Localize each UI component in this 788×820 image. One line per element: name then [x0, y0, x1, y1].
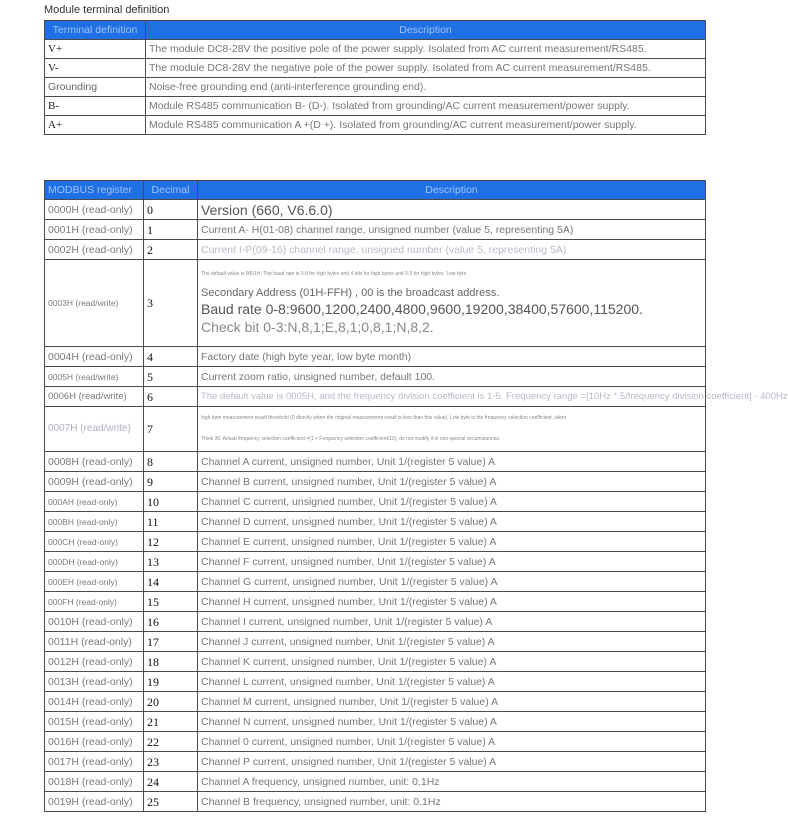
description-cell: Channel H current, unsigned number, Unit 1/(register 5 value) A [198, 592, 706, 612]
register-cell: 0006H (read/write) [45, 387, 144, 407]
register-cell: 0002H (read-only) [45, 240, 144, 260]
register-cell: 0016H (read-only) [45, 732, 144, 752]
decimal-cell: 2 [144, 240, 198, 260]
decimal-cell: 22 [144, 732, 198, 752]
terminal-cell: Grounding [45, 78, 146, 97]
table-row [45, 792, 706, 812]
register-cell: 000FH (read-only) [45, 592, 144, 612]
table-row [45, 40, 706, 59]
terminal-cell: A+ [45, 116, 146, 135]
table-row [45, 78, 706, 97]
table-row [45, 592, 706, 612]
decimal-cell: 1 [144, 220, 198, 240]
decimal-cell: 21 [144, 712, 198, 732]
terminal-definition-table [44, 20, 706, 135]
decimal-cell: 8 [144, 452, 198, 472]
description-cell: Noise-free grounding end (anti-interference grounding end). [146, 78, 706, 97]
table-row [45, 672, 706, 692]
description-cell: Channel F current, unsigned number, Unit 1/(register 5 value) A [198, 552, 706, 572]
decimal-cell: 19 [144, 672, 198, 692]
description-cell: Channel G current, unsigned number, Unit 1/(register 5 value) A [198, 572, 706, 592]
register-cell: 0013H (read-only) [45, 672, 144, 692]
decimal-cell: 15 [144, 592, 198, 612]
description-cell: Channel E current, unsigned number, Unit 1/(register 5 value) A [198, 532, 706, 552]
table-row [45, 772, 706, 792]
table-row [45, 116, 706, 135]
decimal-cell: 23 [144, 752, 198, 772]
register-cell: 0003H (read/write) [45, 260, 144, 347]
register-cell: 0014H (read-only) [45, 692, 144, 712]
table-row [45, 97, 706, 116]
decimal-cell: 7 [144, 407, 198, 452]
table-row [45, 452, 706, 472]
description-line: Think 30. Actual frequency selection coefficient =(1 + Frequency selection coefficient/10), do not modify it in non-special circumstances. [201, 436, 501, 442]
description-cell: Channel L current, unsigned number, Unit 1/(register 5 value) A [198, 672, 706, 692]
decimal-cell: 9 [144, 472, 198, 492]
decimal-cell: 14 [144, 572, 198, 592]
register-cell: 0007H (read/write) [45, 407, 144, 452]
register-cell: 0011H (read-only) [45, 632, 144, 652]
description-cell: Channel A current, unsigned number, Unit 1/(register 5 value) A [198, 452, 706, 472]
decimal-cell: 17 [144, 632, 198, 652]
table-row [45, 752, 706, 772]
table-row [45, 240, 706, 260]
description-cell: Channel N current, unsigned number, Unit 1/(register 5 value) A [198, 712, 706, 732]
table-header-row [45, 181, 706, 200]
decimal-cell: 12 [144, 532, 198, 552]
register-header: MODBUS register [45, 181, 144, 200]
terminal-cell: V+ [45, 40, 146, 59]
register-cell: 0001H (read-only) [45, 220, 144, 240]
decimal-cell: 11 [144, 512, 198, 532]
description-cell: Current I-P(09-16) channel range, unsigned number (value 5, representing 5A) [198, 240, 706, 260]
table-row [45, 612, 706, 632]
description-header: Description [198, 181, 706, 200]
description-cell [198, 407, 706, 452]
description-line: Baud rate 0-8:9600,1200,2400,4800,9600,19200,38400,57600,115200. [201, 300, 643, 317]
terminal-cell: B- [45, 97, 146, 116]
register-cell: 0008H (read-only) [45, 452, 144, 472]
description-header: Description [146, 21, 706, 40]
table-row [45, 387, 706, 407]
table-row [45, 220, 706, 240]
register-cell: 0005H (read/write) [45, 367, 144, 387]
description-cell: Channel B frequency, unsigned number, unit: 0.1Hz [198, 792, 706, 812]
decimal-cell: 24 [144, 772, 198, 792]
description-cell: Module RS485 communication A +(D +). Isolated from grounding/AC current measurement/power supply. [146, 116, 706, 135]
description-line: high byte measurement result threshold (0 directly when the original measurement result is less than this value). Low byte is the frequency selection coefficient, silent [201, 415, 567, 421]
table-row [45, 472, 706, 492]
table-row [45, 492, 706, 512]
register-cell: 000CH (read-only) [45, 532, 144, 552]
table-row [45, 260, 706, 347]
table-row [45, 692, 706, 712]
description-cell: Version (660, V6.6.0) [198, 200, 706, 220]
decimal-cell: 25 [144, 792, 198, 812]
register-cell: 0015H (read-only) [45, 712, 144, 732]
description-cell: Channel A frequency, unsigned number, unit: 0.1Hz [198, 772, 706, 792]
modbus-register-table [44, 180, 788, 812]
table-row [45, 732, 706, 752]
description-line: Check bit 0-3:N,8,1;E,8,1;0,8,1;N,8,2. [201, 318, 434, 335]
decimal-cell: 5 [144, 367, 198, 387]
table-row [45, 59, 706, 78]
page-caption: Module terminal definition [44, 4, 170, 16]
register-cell: 0017H (read-only) [45, 752, 144, 772]
register-cell: 0000H (read-only) [45, 200, 144, 220]
register-cell: 000AH (read-only) [45, 492, 144, 512]
description-cell: Channel I current, unsigned number, Unit 1/(register 5 value) A [198, 612, 706, 632]
table-header-row [45, 21, 706, 40]
table-row [45, 632, 706, 652]
decimal-header: Decimal [144, 181, 198, 200]
register-cell: 000EH (read-only) [45, 572, 144, 592]
decimal-cell: 3 [144, 260, 198, 347]
description-cell: Channel P current, unsigned number, Unit 1/(register 5 value) A [198, 752, 706, 772]
table-row [45, 712, 706, 732]
table-row [45, 512, 706, 532]
description-cell: Module RS485 communication B- (D-). Isolated from grounding/AC current measurement/power supply. [146, 97, 706, 116]
terminal-header: Terminal definition [45, 21, 146, 40]
description-cell: Current zoom ratio, unsigned number, default 100. [198, 367, 706, 387]
description-cell: Current A- H(01-08) channel range, unsigned number (value 5, representing 5A) [198, 220, 706, 240]
table-row [45, 407, 706, 452]
register-cell: 0018H (read-only) [45, 772, 144, 792]
description-cell: Channel J current, unsigned number, Unit 1/(register 5 value) A [198, 632, 706, 652]
terminal-cell: V- [45, 59, 146, 78]
decimal-cell: 4 [144, 347, 198, 367]
description-cell: Channel C current, unsigned number, Unit 1/(register 5 value) A [198, 492, 706, 512]
decimal-cell: 20 [144, 692, 198, 712]
description-line: The default value is 0001H. The baud rate is 0-8 for high bytes and 4 bits for high bytes and 0-3 for high bytes. Low byte [201, 270, 467, 277]
description-cell: Channel D current, unsigned number, Unit 1/(register 5 value) A [198, 512, 706, 532]
table-row [45, 200, 706, 220]
decimal-cell: 18 [144, 652, 198, 672]
decimal-cell: 10 [144, 492, 198, 512]
table-row [45, 532, 706, 552]
register-cell: 000DH (read-only) [45, 552, 144, 572]
table-row [45, 347, 706, 367]
description-cell: Channel K current, unsigned number, Unit 1/(register 5 value) A [198, 652, 706, 672]
description-cell: Factory date (high byte year, low byte month) [198, 347, 706, 367]
register-cell: 0010H (read-only) [45, 612, 144, 632]
decimal-cell: 13 [144, 552, 198, 572]
table-row [45, 552, 706, 572]
description-cell [198, 260, 706, 347]
register-cell: 0004H (read-only) [45, 347, 144, 367]
description-cell: The default value is 0005H, and the frequency division coefficient is 1-5. Frequency range =[10Hz * 5/frequency division coefficient] - 400Hz [198, 387, 706, 407]
table-row [45, 652, 706, 672]
decimal-cell: 6 [144, 387, 198, 407]
register-cell: 0012H (read-only) [45, 652, 144, 672]
table-row [45, 572, 706, 592]
register-cell: 000BH (read-only) [45, 512, 144, 532]
description-cell: The module DC8-28V the negative pole of the power supply. Isolated from AC current measurement/RS485. [146, 59, 706, 78]
register-cell: 0009H (read-only) [45, 472, 144, 492]
register-cell: 0019H (read-only) [45, 792, 144, 812]
decimal-cell: 16 [144, 612, 198, 632]
description-cell: Channel B current, unsigned number, Unit 1/(register 5 value) A [198, 472, 706, 492]
description-cell: Channel M current, unsigned number, Unit 1/(register 5 value) A [198, 692, 706, 712]
table-row [45, 367, 706, 387]
description-cell: The module DC8-28V the positive pole of the power supply. Isolated from AC current measurement/RS485. [146, 40, 706, 59]
description-line: Secondary Address (01H-FFH) , 00 is the broadcast address. [201, 286, 500, 299]
description-cell: Channel 0 current, unsigned number, Unit 1/(register 5 value) A [198, 732, 706, 752]
decimal-cell: 0 [144, 200, 198, 220]
